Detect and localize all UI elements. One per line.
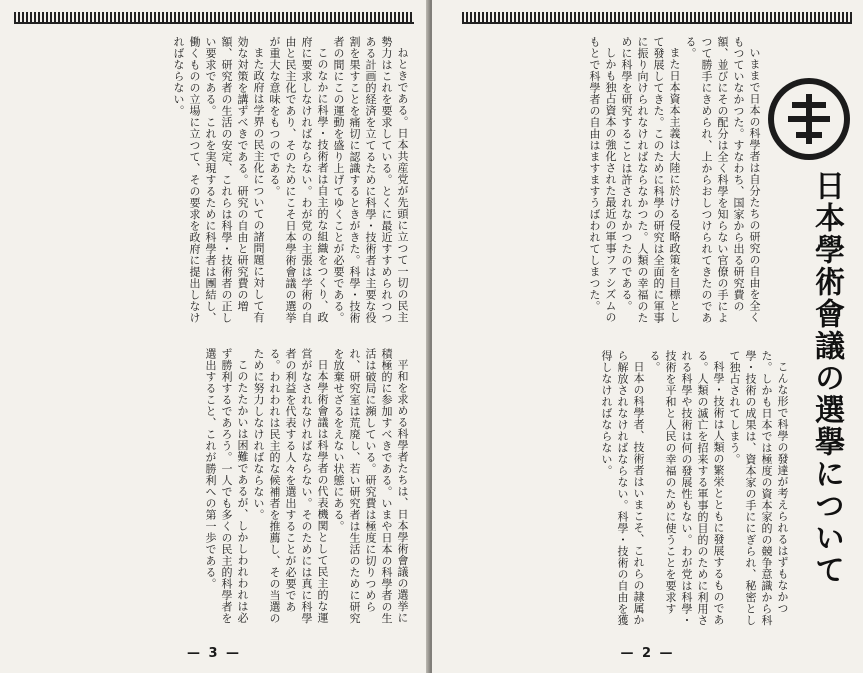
paragraph: いままで日本の科學者は自分たちの研究の自由を全くもつていなかつた。すなわち、国家から出る研究費の額、並びにその配分は全く科學を知らない官僚の手によつて勝手にきめられ、上からおしつけられてきたのである。 <box>684 36 761 324</box>
paragraph: また政府は学界の民主化についての諸問題に対して有効な対策を講ずべきである。研究の自由と研究費の増額、研究者の生活の安定、これらは科學・技術者の正しい要求である。これを実現するために科學者は團結し、働くものの立場に立つて、その要求を政府に提出しなければならない。 <box>172 36 265 324</box>
top-decorative-rule <box>14 12 414 24</box>
left-page-bottom-text <box>18 348 410 628</box>
left-page-top-text <box>18 36 410 324</box>
paragraph: しかも独占資本の強化された最近の軍事ファシズムのもとで科學者の自由はますますうばわれてしまつた。 <box>588 36 617 323</box>
right-page-bottom-text <box>472 350 790 632</box>
top-decorative-rule <box>462 12 852 24</box>
paragraph: このなかに科學・技術者は自主的な組織をつくり、政府に要求しなければならない。わが党の主張は学術の自由と民主化であり、そのためにこそ日本學術會議の選挙が重大な意味をもつのである。 <box>268 36 329 324</box>
paragraph: 日本の科學者、技術者はいまこそ、これらの隷属から解放されなければならない。科學・技術の自由を獲得しなければならない。 <box>600 350 645 626</box>
left-page <box>0 0 428 673</box>
paragraph: 科學・技術は人類の繁栄とともに發展するものである。人類の滅亡を招来する軍事的目的のために利用される科學や技術は何の發展性もない。わが党は科學・技術を平和と人民の幸福のために使うことを要求する。 <box>648 350 725 626</box>
right-page-top-text <box>472 36 762 326</box>
article-title: 日本學術會議の選擧について <box>809 170 844 586</box>
paragraph: このたたかいは困難であるが、しかしわれわれは必ず勝利するであろう。一人でも多くの民主的科學者を選出すること、これが勝利への第一歩である。 <box>204 348 249 624</box>
paragraph: また日本資本主義は大陸に於ける侵略政策を目標として發展してきた。このために科學の研究は全面的に軍事に振り向けられなければならなかつた。人類の幸福のために科學を研究することは許されなかつたのである。 <box>620 36 681 324</box>
party-emblem-icon <box>768 78 850 160</box>
paragraph: 平和を求める科學者たちは、日本學術會議の選挙に積極的に参加すべきである。いまや日本の科學者の生活は破局に瀕している。研究費は極度に切りつめられ、研究室は荒廃し、若い研究者は生活のために研究を放棄せざるをえない状態にある。 <box>332 348 409 624</box>
page-number: — 3 — <box>186 646 242 661</box>
paragraph: ねときである。日本共産党が先頭に立つて一切の民主勢力はこれを要求している。とくに最近すすめられつつある計画的経済を立てるために科學・技術者は主要な役割を果すことを痛切に認識するときがきた。科學・技術者の間にこの運動を盛り上げてゆくことが必要である。 <box>332 36 409 324</box>
paragraph: 日本學術會議は科學者の代表機関として民主的な運営がなされなければならない。そのためには真に科學者の利益を代表する人々を選出することが必要である。われわれは民主的な候補者を推薦し、その当選のために努力しなければならない。 <box>252 348 329 624</box>
right-page <box>432 0 863 673</box>
page-number: — 2 — <box>620 646 675 661</box>
paragraph: こんな形で科學の發達が考えられるはずもなかつた。しかも日本では極度の資本家的の競争意識から科學・技術の成果は、資本家の手ににぎられ、秘密として独占されてしまう。 <box>728 350 789 626</box>
